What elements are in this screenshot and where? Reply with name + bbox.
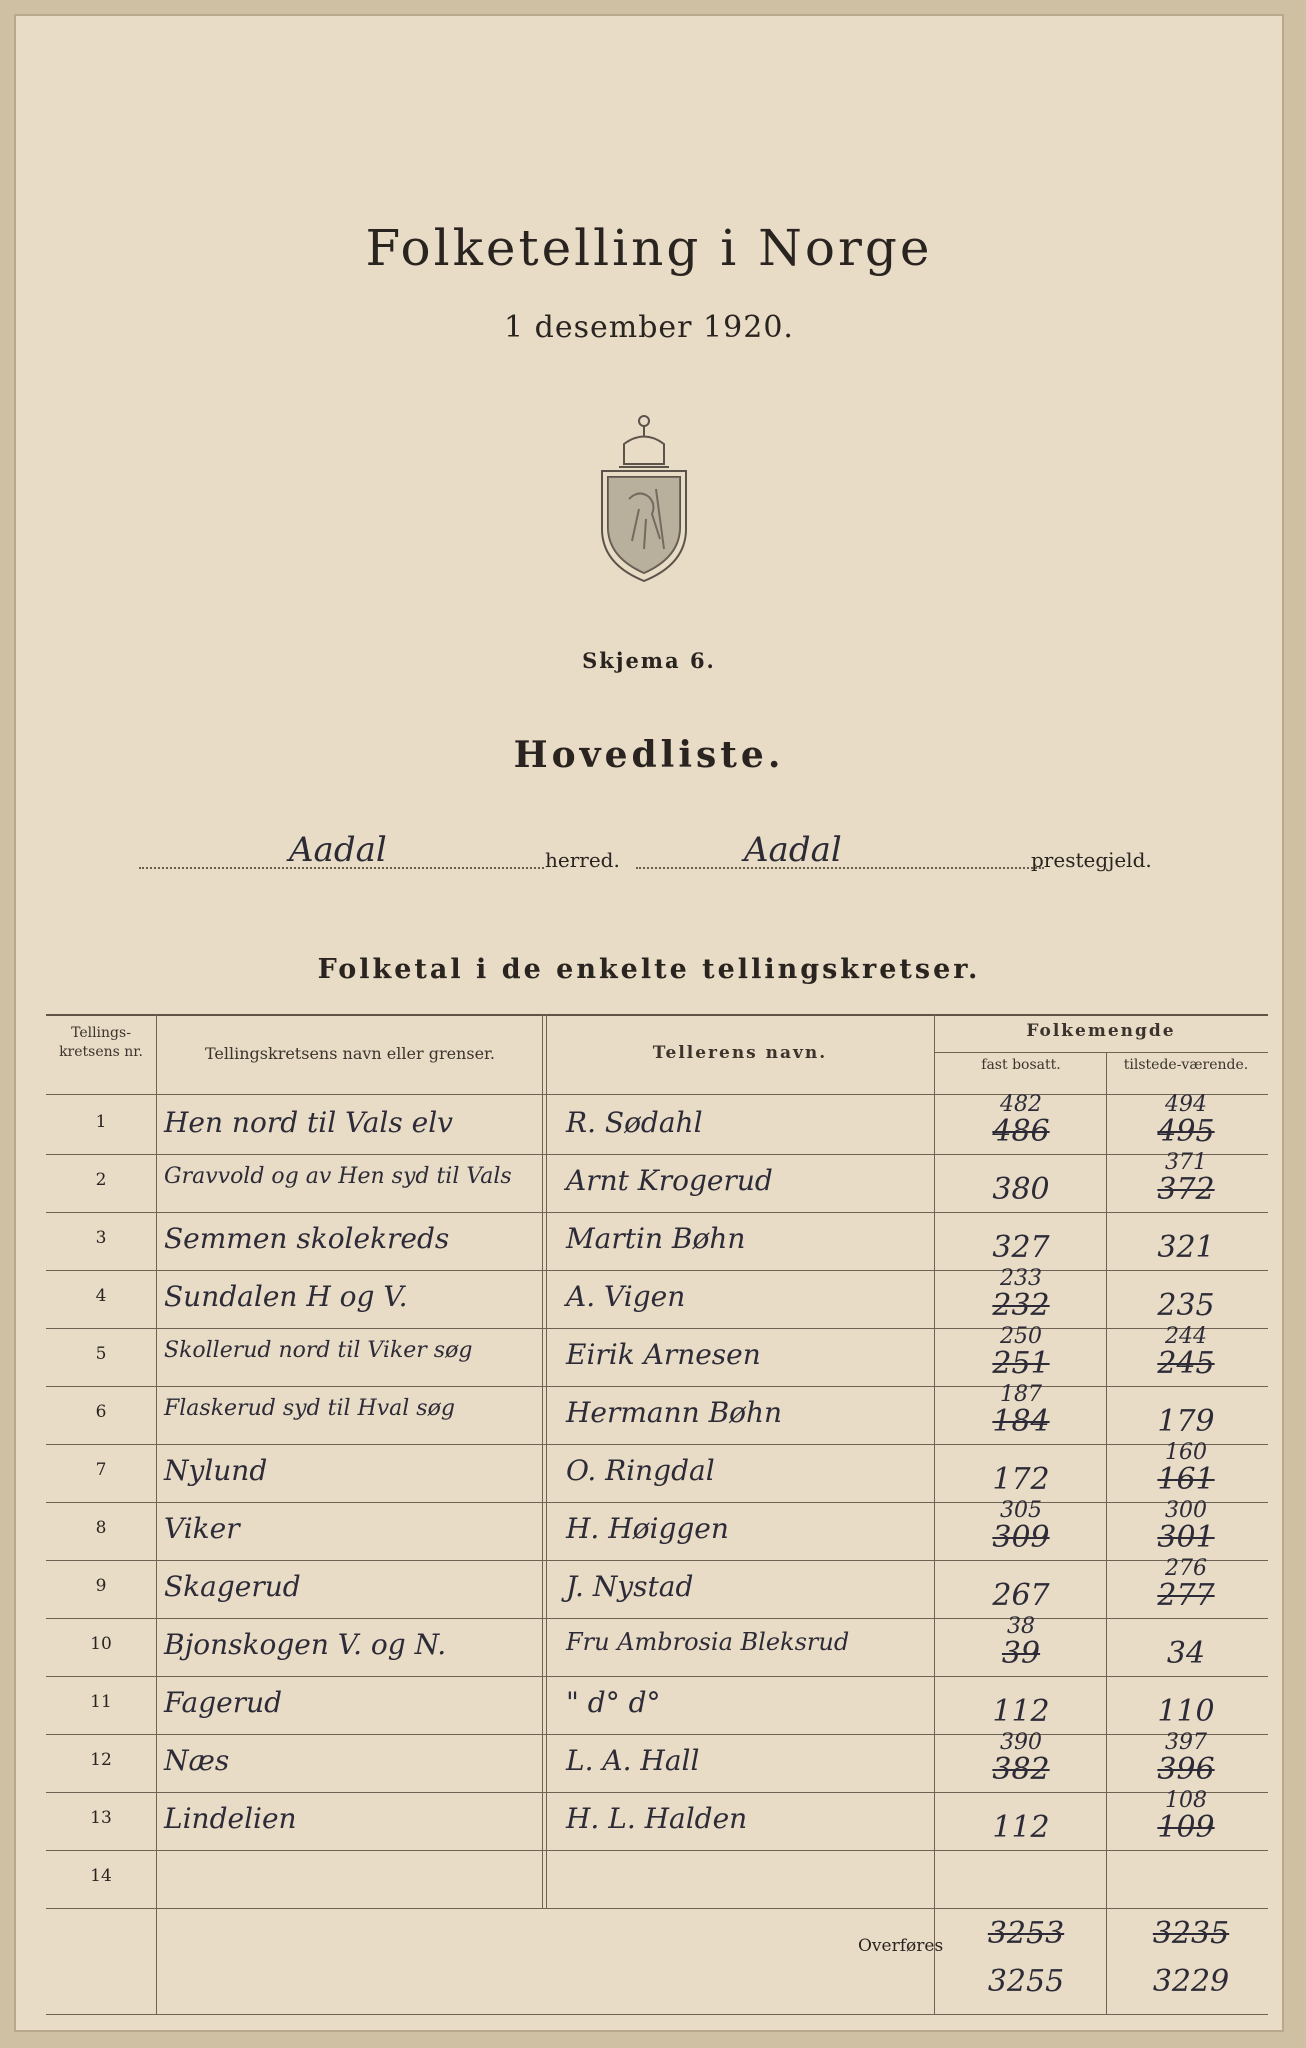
prestegjeld-value: Aadal [744, 830, 842, 870]
row-number: 1 [95, 1112, 107, 1132]
tilstede-value: 301 [1157, 1520, 1215, 1555]
row-number: 11 [90, 1692, 112, 1712]
district-name: Næs [164, 1744, 230, 1777]
schema-label: Skjema 6. [582, 648, 716, 673]
tilstede-corrected: 160 [1165, 1440, 1207, 1465]
tilstede-corrected: 276 [1165, 1556, 1207, 1581]
tilstede-corrected: 371 [1165, 1150, 1207, 1175]
tilstede-value: 179 [1157, 1404, 1215, 1439]
total-tilstede-old: 3235 [1152, 1916, 1230, 1951]
col-header-tilstede: tilstede-værende. [1123, 1057, 1249, 1073]
counter-name: Fru Ambrosia Bleksrud [566, 1628, 850, 1656]
tilstede-corrected: 244 [1165, 1324, 1207, 1349]
row-number: 10 [90, 1634, 112, 1654]
tilstede-value: 396 [1157, 1752, 1215, 1787]
row-number: 12 [90, 1750, 112, 1770]
district-name: Semmen skolekreds [164, 1222, 450, 1255]
counter-name: H. L. Halden [566, 1802, 748, 1835]
coat-of-arms-icon [594, 409, 694, 584]
col-header-counter: Tellerens navn. [652, 1043, 828, 1063]
district-name: Hen nord til Vals elv [164, 1106, 453, 1139]
row-number: 3 [95, 1228, 107, 1248]
district-name: Lindelien [164, 1802, 297, 1835]
row-number: 2 [95, 1170, 107, 1190]
col-header-nr: Tellings-kretsens nr. [59, 1025, 143, 1060]
prestegjeld-label: prestegjeld. [1031, 848, 1152, 872]
overfores-label: Overføres [858, 1936, 944, 1956]
district-name: Nylund [164, 1454, 268, 1487]
tilstede-value: 495 [1157, 1114, 1215, 1149]
total-tilstede: 3229 [1152, 1964, 1230, 1999]
fast-value: 172 [992, 1462, 1050, 1497]
fast-corrected: 38 [1007, 1614, 1035, 1639]
col-header-fast: fast bosatt. [981, 1057, 1061, 1073]
district-name: Fagerud [164, 1686, 283, 1719]
fast-value: 382 [992, 1752, 1050, 1787]
counter-name: " d° d° [566, 1686, 661, 1719]
counter-name: Hermann Bøhn [566, 1396, 783, 1429]
place-line [14, 830, 1284, 894]
district-name: Bjonskogen V. og N. [164, 1628, 447, 1661]
fast-value: 309 [992, 1520, 1050, 1555]
page-title: Folketelling i Norge [365, 219, 933, 277]
row-number: 14 [90, 1866, 112, 1886]
fast-corrected: 187 [1000, 1382, 1042, 1407]
counter-name: R. Sødahl [566, 1106, 703, 1139]
counter-name: J. Nystad [566, 1570, 694, 1603]
counter-name: Martin Bøhn [566, 1222, 746, 1255]
district-name: Skagerud [164, 1570, 301, 1603]
tilstede-value: 110 [1157, 1694, 1215, 1729]
list-title: Hovedliste. [513, 734, 785, 776]
fast-corrected: 305 [1000, 1498, 1042, 1523]
row-number: 9 [95, 1576, 107, 1596]
district-name: Skollerud nord til Viker søg [164, 1338, 473, 1363]
fast-value: 232 [992, 1288, 1050, 1323]
tilstede-value: 34 [1166, 1636, 1206, 1671]
district-name: Viker [164, 1512, 240, 1545]
fast-corrected: 390 [1000, 1730, 1042, 1755]
fast-value: 112 [992, 1694, 1050, 1729]
district-name: Gravvold og av Hen syd til Vals [164, 1164, 512, 1189]
tilstede-value: 161 [1157, 1462, 1215, 1497]
fast-corrected: 250 [1000, 1324, 1042, 1349]
district-name: Sundalen H og V. [164, 1280, 408, 1313]
total-fast: 3255 [987, 1964, 1065, 1999]
district-name: Flaskerud syd til Hval søg [164, 1396, 455, 1421]
fast-value: 327 [992, 1230, 1050, 1265]
counter-name: H. Høiggen [566, 1512, 729, 1545]
row-number: 6 [95, 1402, 107, 1422]
tilstede-value: 109 [1157, 1810, 1215, 1845]
row-number: 4 [95, 1286, 107, 1306]
col-header-folkemengde: Folkemengde [1026, 1021, 1176, 1041]
tilstede-corrected: 494 [1165, 1092, 1207, 1117]
row-number: 13 [90, 1808, 112, 1828]
tilstede-value: 235 [1157, 1288, 1215, 1323]
fast-value: 39 [1001, 1636, 1041, 1671]
fast-value: 251 [992, 1346, 1050, 1381]
tilstede-corrected: 108 [1165, 1788, 1207, 1813]
counter-name: Arnt Krogerud [566, 1164, 773, 1197]
counter-name: A. Vigen [566, 1280, 686, 1313]
counter-name: Eirik Arnesen [566, 1338, 761, 1371]
tilstede-corrected: 300 [1165, 1498, 1207, 1523]
row-number: 5 [95, 1344, 107, 1364]
tilstede-value: 245 [1157, 1346, 1215, 1381]
fast-corrected: 482 [1000, 1092, 1042, 1117]
fast-value: 184 [992, 1404, 1050, 1439]
census-date: 1 desember 1920. [504, 310, 794, 345]
counter-name: O. Ringdal [566, 1454, 715, 1487]
tilstede-value: 321 [1157, 1230, 1215, 1265]
fast-value: 380 [992, 1172, 1050, 1207]
census-sheet [14, 14, 1284, 2032]
tilstede-value: 277 [1157, 1578, 1215, 1613]
tilstede-corrected: 397 [1165, 1730, 1207, 1755]
tilstede-value: 372 [1157, 1172, 1215, 1207]
fast-value: 486 [992, 1114, 1050, 1149]
counter-name: L. A. Hall [566, 1744, 700, 1777]
herred-label: herred. [545, 848, 620, 872]
fast-value: 112 [992, 1810, 1050, 1845]
fast-value: 267 [992, 1578, 1050, 1613]
col-header-name: Tellingskretsens navn eller grenser. [204, 1044, 496, 1063]
row-number: 8 [95, 1518, 107, 1538]
row-number: 7 [95, 1460, 107, 1480]
section-title: Folketal i de enkelte tellingskretser. [317, 954, 981, 985]
fast-corrected: 233 [1000, 1266, 1042, 1291]
census-table [46, 1014, 1268, 2014]
total-fast-old: 3253 [987, 1916, 1065, 1951]
herred-value: Aadal [289, 830, 387, 870]
